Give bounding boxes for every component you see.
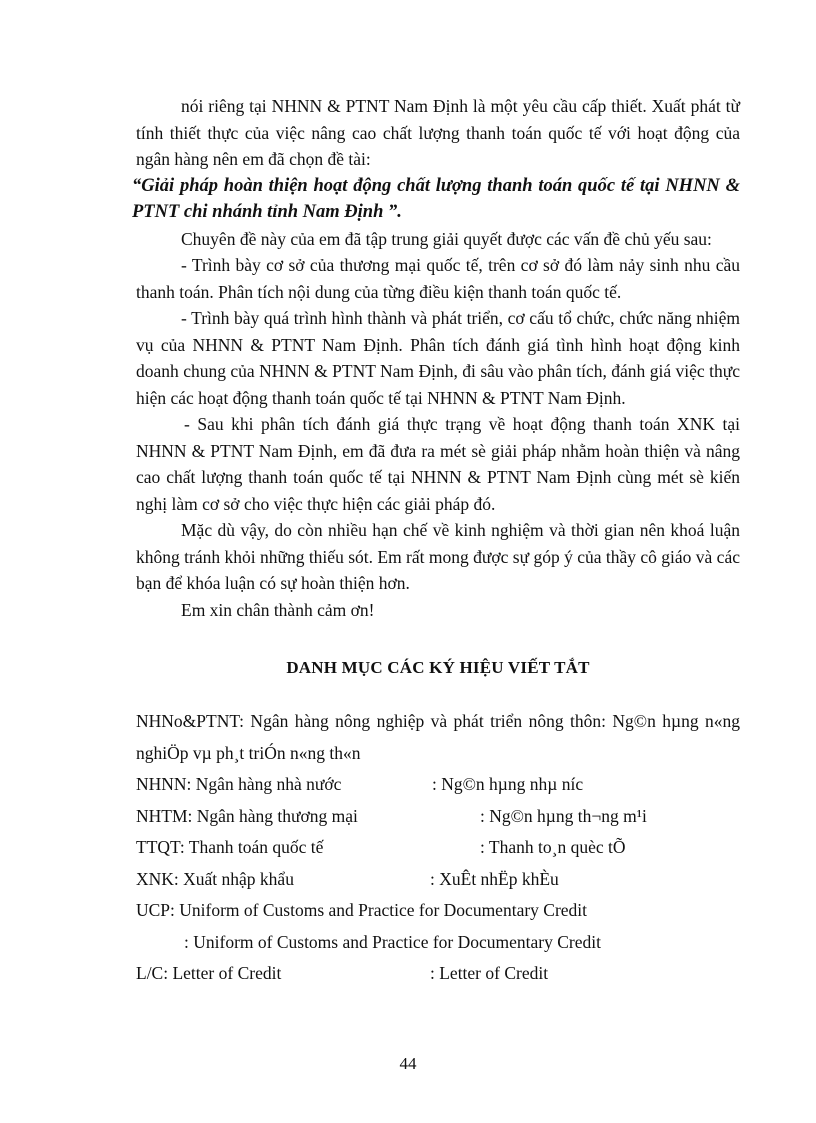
abbreviation-term: NHNN: Ngân hàng nhà nước (136, 774, 342, 794)
abbreviation-definition: : XuÊt nhËp khÈu (430, 868, 559, 889)
paragraph-limitations: Mặc dù vậy, do còn nhiều hạn chế về kinh nghiệm và thời gian nên khoá luận không tránh khỏi những thiếu sót. Em rất mong được sự góp ý của thầy cô giáo và các bạn để khóa luận có sự hoàn thiện hơn. (136, 520, 740, 593)
abbreviation-definition: : Letter of Credit (430, 963, 549, 983)
abbreviation-row (136, 801, 740, 833)
abbreviation-definition: : Uniform of Customs and Practice for Documentary Credit (184, 931, 601, 952)
abbreviation-term: XNK: Xuất nhập khẩu (136, 868, 294, 889)
abbreviation-term: UCP: Uniform of Customs and Practice for Documentary Credit (136, 900, 588, 920)
abbreviation-term: TTQT: Thanh toán quốc tế (136, 837, 324, 857)
abbreviation-row (136, 958, 740, 990)
paragraph-bullet-3: - Sau khi phân tích đánh giá thực trạng về hoạt động thanh toán XNK tại NHNN & PTNT Nam Định, em đã đưa ra mét sè giải pháp nhằm hoàn thiện và nâng cao chất lượng thanh toán quốc tế tại NHNN & PTNT Nam Định cùng mét sè kiến nghị làm cơ sở cho việc thực hiện các giải pháp đó. (136, 414, 740, 514)
abbreviation-term: L/C: Letter of Credit (136, 963, 282, 983)
abbreviations-list (136, 706, 740, 990)
thesis-topic: “Giải pháp hoàn thiện hoạt động chất lượng thanh toán quốc tế tại NHNN & PTNT chi nhánh tỉnh Nam Định ”. (132, 175, 740, 222)
abbreviation-definition: : Ng©n hµng th¬ng m¹i (480, 805, 647, 826)
abbreviation-row (136, 895, 740, 927)
abbreviation-term: NHNo&PTNT: Ngân hàng nông nghiệp và phát triển nông thôn: (136, 711, 606, 731)
abbreviation-definition: : Ng©n hµng nhµ níc (432, 774, 584, 794)
body-text (132, 93, 740, 623)
paragraph-thanks: Em xin chân thành cảm ơn! (181, 599, 375, 620)
abbreviations-heading: DANH MỤC CÁC KÝ HIỆU VIẾT TẮT (286, 658, 590, 677)
abbreviation-definition: : Thanh to¸n quèc tÕ (480, 837, 626, 857)
abbreviation-row (136, 706, 740, 769)
paragraph-summary-lead: Chuyên đề này của em đã tập trung giải quyết được các vấn đề chủ yếu sau: (181, 228, 712, 249)
abbreviation-row (136, 769, 740, 801)
page-number: 44 (399, 1054, 417, 1073)
paragraph-intro: nói riêng tại NHNN & PTNT Nam Định là một yêu cầu cấp thiết. Xuất phát từ tính thiết thực của việc nâng cao chất lượng thanh toán quốc tế với hoạt động của ngân hàng nên em đã chọn đề tài: (136, 96, 740, 169)
abbreviation-row (136, 832, 740, 864)
abbreviation-definition: Ng©n hµng n«ng nghiÖp vµ ph¸t triÓn n«ng th«n (136, 711, 740, 763)
paragraph-bullet-2: - Trình bày quá trình hình thành và phát triển, cơ cấu tổ chức, chức năng nhiệm vụ của NHNN & PTNT Nam Định. Phân tích đánh giá tình hình hoạt động kinh doanh chung của NHNN & PTNT Nam Định, đi sâu vào phân tích, đánh giá việc thực hiện các hoạt động thanh toán quốc tế tại NHNN & PTNT Nam Định. (136, 308, 740, 408)
abbreviation-term: NHTM: Ngân hàng thương mại (136, 805, 358, 826)
abbreviation-row (136, 864, 740, 896)
abbreviation-row (136, 927, 740, 959)
paragraph-bullet-1: - Trình bày cơ sở của thương mại quốc tế, trên cơ sở đó làm nảy sinh nhu cầu thanh toán. Phân tích nội dung của từng điều kiện thanh toán quốc tế. (136, 255, 740, 302)
